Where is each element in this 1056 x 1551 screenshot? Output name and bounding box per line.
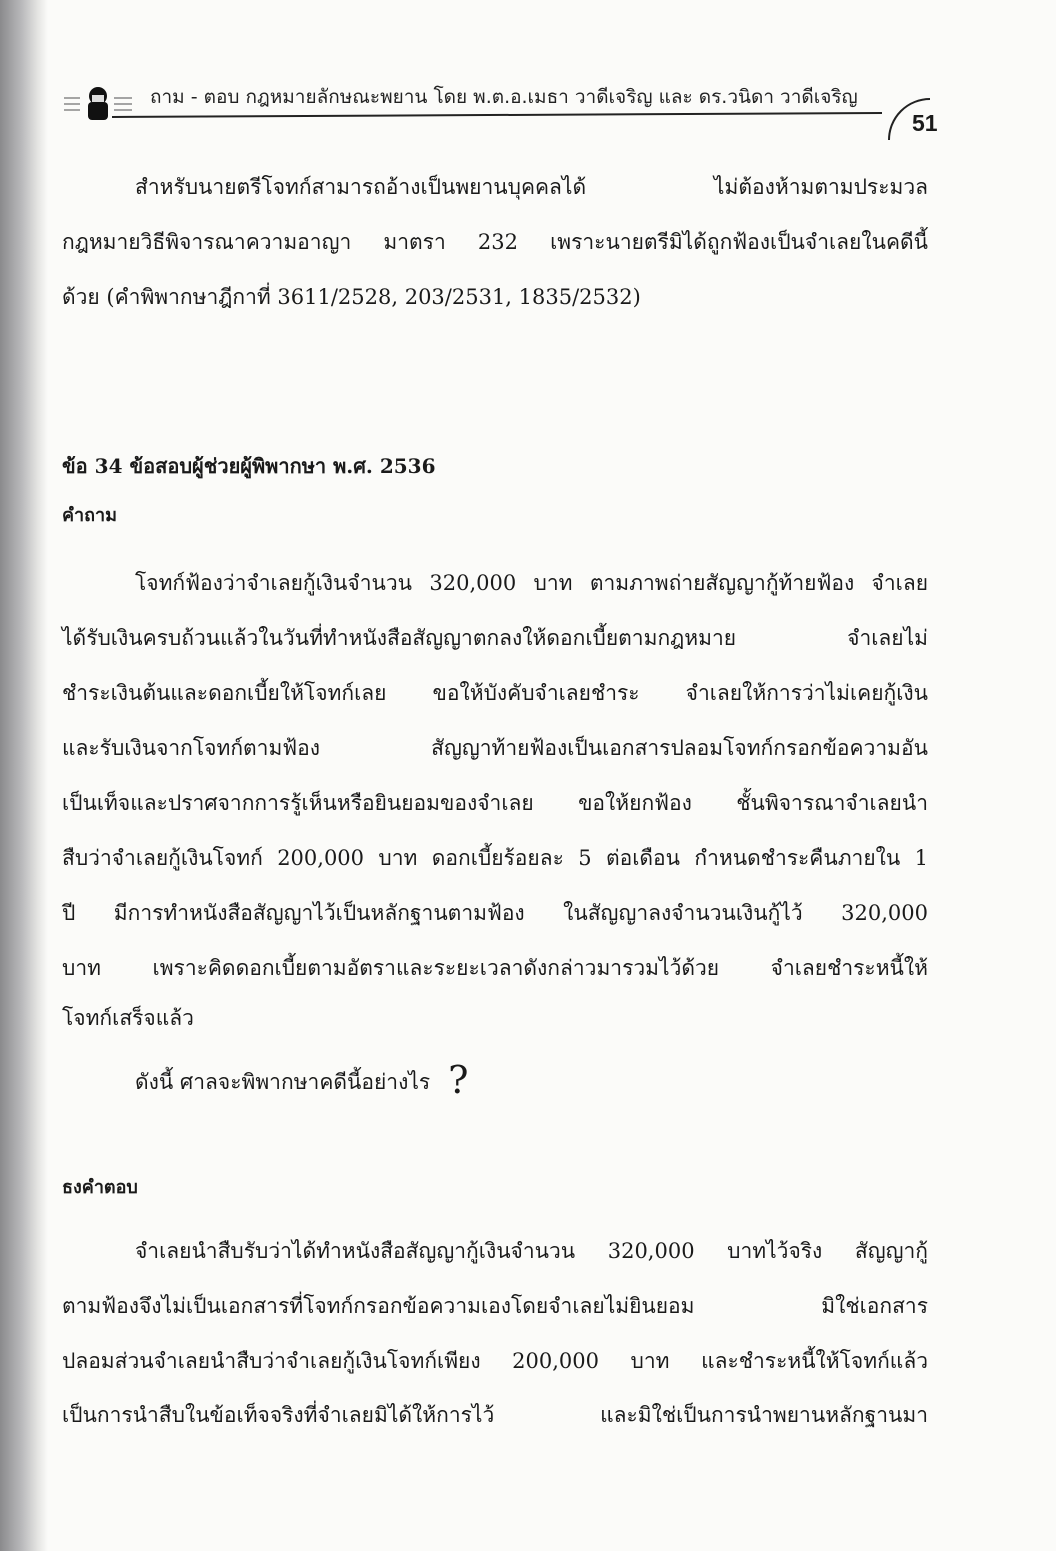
section-heading: ข้อ 34 ข้อสอบผู้ช่วยผู้พิพากษา พ.ศ. 2536 <box>62 454 436 478</box>
answer-label: ธงคำตอบ <box>62 1177 138 1198</box>
question-line: ได้รับเงินครบถ้วนแล้วในวันที่ทำหนังสือสัญญาตกลงให้ดอกเบี้ยตามกฎหมาย จำเลยไม่ <box>62 626 928 650</box>
question-mark: ? <box>448 1058 469 1102</box>
running-header: ถาม - ตอบ กฎหมายลักษณะพยาน โดย พ.ต.อ.เมธา วาดีเจริญ และ ดร.วนิดา วาดีเจริญ <box>150 86 858 108</box>
answer-line: จำเลยนำสืบรับว่าได้ทำหนังสือสัญญากู้เงินจำนวน 320,000 บาทไว้จริง สัญญากู้ <box>135 1239 928 1263</box>
intro-line: สำหรับนายตรีโจทก์สามารถอ้างเป็นพยานบุคคลได้ ไม่ต้องห้ามตามประมวล <box>135 175 928 199</box>
question-line: บาท เพราะคิดดอกเบี้ยตามอัตราและระยะเวลาดังกล่าวมารวมไว้ด้วย จำเลยชำระหนี้ให้ <box>62 956 928 980</box>
header-rule <box>112 112 882 118</box>
question-line: โจทก์ฟ้องว่าจำเลยกู้เงินจำนวน 320,000 บาท ตามภาพถ่ายสัญญากู้ท้ายฟ้อง จำเลย <box>135 571 928 595</box>
question-label: คำถาม <box>62 505 118 526</box>
book-binding-shadow <box>0 0 48 1551</box>
answer-line: ตามฟ้องจึงไม่เป็นเอกสารที่โจทก์กรอกข้อความเองโดยจำเลยไม่ยินยอม มิใช่เอกสาร <box>62 1294 928 1318</box>
page-number: 51 <box>912 110 938 136</box>
answer-line: ปลอมส่วนจำเลยนำสืบว่าจำเลยกู้เงินโจทก์เพียง 200,000 บาท และชำระหนี้ให้โจทก์แล้ว <box>62 1349 928 1373</box>
question-line: โจทก์เสร็จแล้ว <box>62 1006 194 1030</box>
question-prompt <box>135 1058 928 1102</box>
question-line: เป็นเท็จและปราศจากการรู้เห็นหรือยินยอมของจำเลย ขอให้ยกฟ้อง ชั้นพิจารณาจำเลยนำ <box>62 791 928 815</box>
intro-line: กฎหมายวิธีพิจารณาความอาญา มาตรา 232 เพราะนายตรีมิได้ถูกฟ้องเป็นจำเลยในคดีนี้ <box>62 230 928 254</box>
intro-line: ด้วย (คำพิพากษาฎีกาที่ 3611/2528, 203/2531, 1835/2532) <box>62 285 641 309</box>
answer-line: เป็นการนำสืบในข้อเท็จจริงที่จำเลยมิได้ให้การไว้ และมิใช่เป็นการนำพยานหลักฐานมา <box>62 1403 928 1427</box>
question-prompt-text: ดังนี้ ศาลจะพิพากษาคดีนี้อย่างไร <box>135 1070 431 1094</box>
question-line: ชำระเงินต้นและดอกเบี้ยให้โจทก์เลย ขอให้บังคับจำเลยชำระ จำเลยให้การว่าไม่เคยกู้เงิน <box>62 681 928 705</box>
question-line: และรับเงินจากโจทก์ตามฟ้อง สัญญาท้ายฟ้องเป็นเอกสารปลอมโจทก์กรอกข้อความอัน <box>62 736 928 760</box>
question-line: สืบว่าจำเลยกู้เงินโจทก์ 200,000 บาท ดอกเบี้ยร้อยละ 5 ต่อเดือน กำหนดชำระคืนภายใน 1 <box>62 846 928 870</box>
question-line: ปี มีการทำหนังสือสัญญาไว้เป็นหลักฐานตามฟ้อง ในสัญญาลงจำนวนเงินกู้ไว้ 320,000 <box>62 901 928 925</box>
